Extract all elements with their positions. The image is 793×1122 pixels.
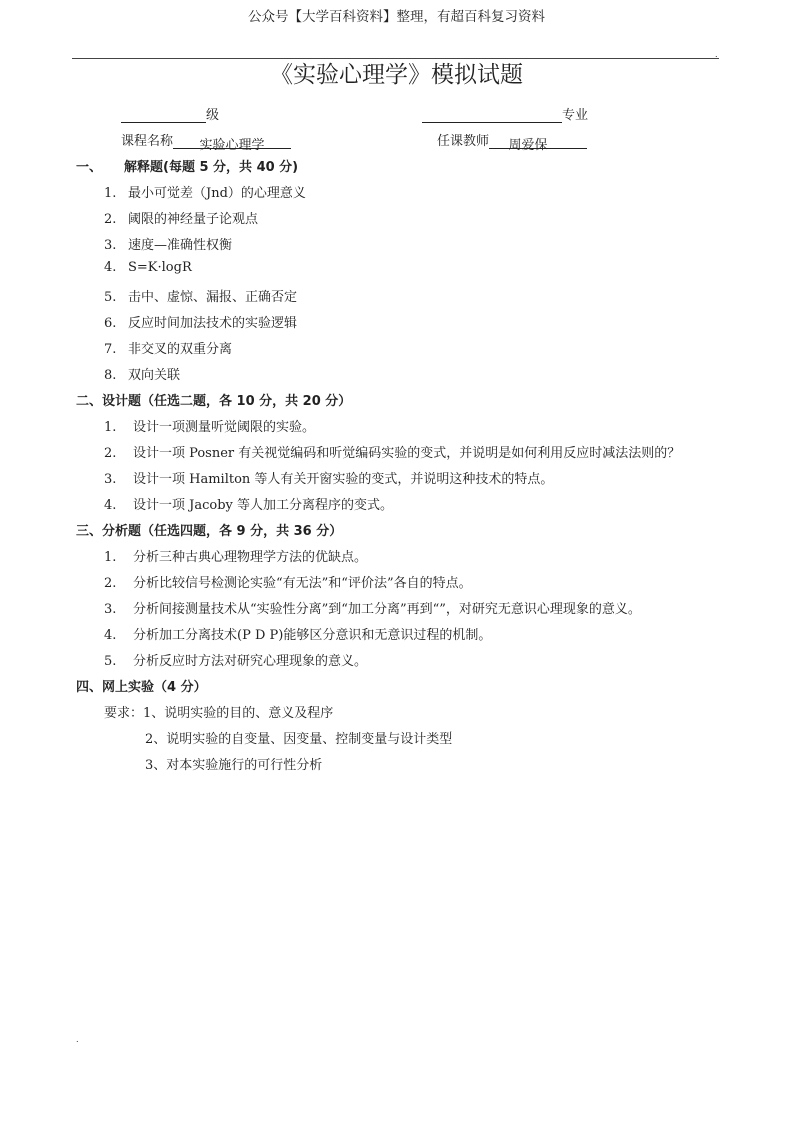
list-item xyxy=(104,442,680,461)
major-field: 专业 xyxy=(422,104,588,123)
item-number: 5. xyxy=(104,290,117,305)
item-text: 分析反应时方法对研究心理现象的意义。 xyxy=(133,654,368,669)
list-item xyxy=(104,208,258,227)
list-item xyxy=(104,650,367,669)
item-text: 分析间接测量技术从“实验性分离”到“加工分离”再到“”，对研究无意识心理现象的意义。 xyxy=(133,602,641,617)
grade-field: 级 xyxy=(121,104,219,123)
list-item xyxy=(104,598,641,617)
item-number: 4. xyxy=(104,628,117,643)
list-item xyxy=(104,182,306,201)
item-text: 设计一项 Posner 有关视觉编码和听觉编码实验的变式，并说明是如何利用反应时减法法则的？ xyxy=(133,446,681,461)
item-number: 4. xyxy=(104,260,117,275)
list-item xyxy=(104,494,393,513)
item-number: 3. xyxy=(104,472,117,487)
item-number: 3. xyxy=(104,238,117,253)
item-number: 3. xyxy=(104,602,117,617)
item-number: 2. xyxy=(104,212,117,227)
item-text: 分析加工分离技术(P D P)能够区分意识和无意识过程的机制。 xyxy=(133,628,492,643)
item-text: S=K·logR xyxy=(128,260,192,275)
list-item xyxy=(104,234,232,253)
item-text: 非交叉的双重分离 xyxy=(128,342,233,357)
list-item xyxy=(104,702,333,721)
item-number: 1. xyxy=(104,550,117,565)
watermark-header: 公众号【大学百科资料】整理，有超百科复习资料 xyxy=(248,9,545,25)
item-text: 阈限的神经量子论观点 xyxy=(128,212,259,227)
item-text: 双向关联 xyxy=(128,368,181,383)
item-text: 速度—准确性权衡 xyxy=(128,238,233,253)
list-item xyxy=(104,546,367,565)
item-number: 1. xyxy=(104,420,117,435)
section-2-heading: 二、设计题（任选二题，各 10 分，共 20 分） xyxy=(76,394,352,409)
list-item xyxy=(104,286,297,305)
item-text: 设计一项测量听觉阈限的实验。 xyxy=(133,420,316,435)
list-item xyxy=(104,416,315,435)
section-4-heading: 四、网上实验（4 分） xyxy=(76,680,207,695)
page-title: 《实验心理学》模拟试题 xyxy=(270,62,523,88)
item-number: 2. xyxy=(104,576,117,591)
item-number: 2. xyxy=(104,446,117,461)
list-item xyxy=(104,338,232,357)
dot-mark: . xyxy=(715,50,718,59)
item-text: 2、说明实验的自变量、因变量、控制变量与设计类型 xyxy=(145,732,453,747)
item-number: 1. xyxy=(104,186,117,201)
item-number: 8. xyxy=(104,368,117,383)
item-text: 设计一项 Hamilton 等人有关开窗实验的变式，并说明这种技术的特点。 xyxy=(133,472,554,487)
list-item xyxy=(104,312,297,331)
item-number: 5. xyxy=(104,654,117,669)
item-text: 最小可觉差（Jnd）的心理意义 xyxy=(128,186,306,201)
list-item xyxy=(145,728,452,747)
item-text: 击中、虚惊、漏报、正确否定 xyxy=(128,290,298,305)
item-text: 设计一项 Jacoby 等人加工分离程序的变式。 xyxy=(133,498,394,513)
item-number: 6. xyxy=(104,316,117,331)
item-text: 反应时间加法技术的实验逻辑 xyxy=(128,316,298,331)
dot-mark: . xyxy=(76,1035,79,1044)
course-field: 课程名称 实验心理学 xyxy=(121,130,291,149)
list-item xyxy=(104,260,192,275)
list-item xyxy=(145,754,322,773)
item-text: 要求：1、说明实验的目的、意义及程序 xyxy=(104,706,334,721)
item-text: 3、对本实验施行的可行性分析 xyxy=(145,758,323,773)
section-1-heading: 一、 解释题(每题 5 分，共 40 分) xyxy=(76,160,299,175)
item-number: 7. xyxy=(104,342,117,357)
item-number: 4. xyxy=(104,498,117,513)
list-item xyxy=(104,364,180,383)
list-item xyxy=(104,572,472,591)
list-item xyxy=(104,624,491,643)
teacher-field: 任课教师 周爱保 xyxy=(437,130,587,149)
list-item xyxy=(104,468,553,487)
section-3-heading: 三、分析题（任选四题，各 9 分，共 36 分） xyxy=(76,524,343,539)
item-text: 分析三种古典心理物理学方法的优缺点。 xyxy=(133,550,368,565)
item-text: 分析比较信号检测论实验“有无法”和“评价法”各自的特点。 xyxy=(133,576,472,591)
